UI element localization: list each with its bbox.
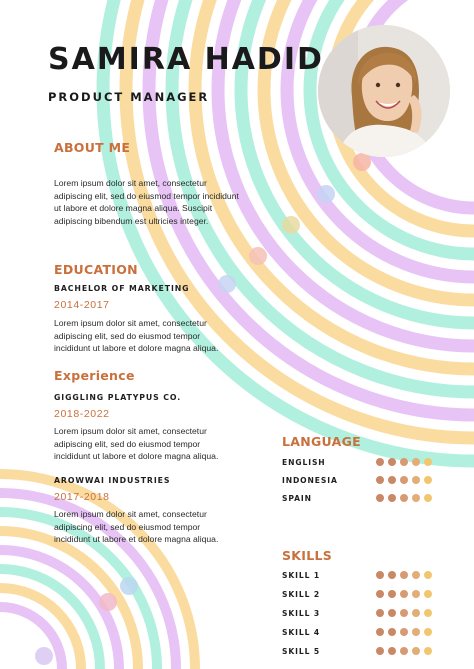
experience-heading: Experience <box>54 368 135 383</box>
skill-label-5: SKILL 5 <box>282 647 321 656</box>
experience-line: Lorem ipsum dolor sit amet, consectetur <box>54 509 207 519</box>
bubble-dot <box>99 593 117 611</box>
education-line: adipiscing elit, sed do eiusmod tempor <box>54 330 201 341</box>
experience-text-2 <box>54 508 274 546</box>
rating-dot <box>388 628 396 636</box>
rating-dot <box>376 571 384 579</box>
education-line: Lorem ipsum dolor sit amet, consectetur <box>54 318 207 328</box>
rating-dot <box>412 458 420 466</box>
rating-dot <box>400 590 408 598</box>
rating-dot <box>424 647 432 655</box>
education-line: incididunt ut labore et dolore magna aliqua. <box>54 343 219 354</box>
education-years: 2014-2017 <box>54 299 110 311</box>
about-line: adipiscing elit, sed do eiusmod tempor incididunt <box>54 190 239 201</box>
rating-dot <box>424 494 432 502</box>
experience-text-1 <box>54 425 274 463</box>
language-label-spain: SPAIN <box>282 494 312 503</box>
rating-dot <box>376 494 384 502</box>
rating-dot <box>376 647 384 655</box>
about-line: adipiscing bibendum est ultricies integer. <box>54 215 209 226</box>
bubble-dot <box>249 247 267 265</box>
rating-dot <box>388 571 396 579</box>
skill-rating-4 <box>376 628 432 636</box>
experience-company-1: GIGGLING PLATYPUS CO. <box>54 393 182 402</box>
language-label-english: ENGLISH <box>282 458 326 467</box>
bubble-dot <box>317 185 335 203</box>
rating-dot <box>388 590 396 598</box>
language-rating-english <box>376 458 432 466</box>
experience-line: adipiscing elit, sed do eiusmod tempor <box>54 521 201 532</box>
rating-dot <box>412 590 420 598</box>
rating-dot <box>388 458 396 466</box>
portrait-photo-icon <box>318 25 450 157</box>
rating-dot <box>424 590 432 598</box>
rating-dot <box>376 590 384 598</box>
skill-rating-2 <box>376 590 432 598</box>
language-heading: LANGUAGE <box>282 434 361 449</box>
rating-dot <box>424 609 432 617</box>
bubble-dot <box>120 577 138 595</box>
education-heading: EDUCATION <box>54 262 138 277</box>
about-line: ut labore et dolore magna aliqua. Suscipit <box>54 203 213 214</box>
arc-bands-bottom <box>0 474 195 669</box>
language-rating-spain <box>376 494 432 502</box>
rating-dot <box>400 571 408 579</box>
rating-dot <box>412 476 420 484</box>
rating-dot <box>424 458 432 466</box>
profile-photo <box>318 25 450 157</box>
rating-dot <box>424 476 432 484</box>
bubble-dot <box>218 275 236 293</box>
experience-company-2: AROWWAI INDUSTRIES <box>54 476 171 485</box>
rating-dot <box>400 647 408 655</box>
skill-label-2: SKILL 2 <box>282 590 321 599</box>
rating-dot <box>376 628 384 636</box>
person-name: SAMIRA HADID <box>48 42 324 77</box>
rating-dot <box>400 494 408 502</box>
rating-dot <box>388 609 396 617</box>
language-rating-indonesia <box>376 476 432 484</box>
experience-years-1: 2018-2022 <box>54 408 110 420</box>
rating-dot <box>400 476 408 484</box>
rating-dot <box>388 476 396 484</box>
education-text <box>54 317 274 355</box>
rating-dot <box>412 609 420 617</box>
rating-dot <box>388 494 396 502</box>
rating-dot <box>424 571 432 579</box>
skill-rating-1 <box>376 571 432 579</box>
rating-dot <box>400 458 408 466</box>
experience-line: incididunt ut labore et dolore magna aliqua. <box>54 534 219 545</box>
about-heading: ABOUT ME <box>54 140 131 155</box>
rating-dot <box>412 628 420 636</box>
rating-dot <box>376 458 384 466</box>
bubble-dot <box>35 647 53 665</box>
skill-rating-3 <box>376 609 432 617</box>
experience-years-2: 2017-2018 <box>54 491 110 503</box>
experience-line: adipiscing elit, sed do eiusmod tempor <box>54 438 201 449</box>
rating-dot <box>412 571 420 579</box>
skill-label-3: SKILL 3 <box>282 609 321 618</box>
rating-dot <box>400 609 408 617</box>
rating-dot <box>412 494 420 502</box>
bubble-dot <box>353 153 371 171</box>
skills-heading: SKILLS <box>282 548 333 563</box>
job-title: PRODUCT MANAGER <box>48 90 210 104</box>
rating-dot <box>388 647 396 655</box>
skill-rating-5 <box>376 647 432 655</box>
education-degree: BACHELOR OF MARKETING <box>54 284 190 293</box>
about-text <box>54 177 294 227</box>
language-label-indonesia: INDONESIA <box>282 476 338 485</box>
rating-dot <box>376 476 384 484</box>
rating-dot <box>376 609 384 617</box>
experience-line: incididunt ut labore et dolore magna aliqua. <box>54 451 219 462</box>
rating-dot <box>400 628 408 636</box>
rating-dot <box>412 647 420 655</box>
about-line: Lorem ipsum dolor sit amet, consectetur <box>54 178 207 188</box>
skill-label-1: SKILL 1 <box>282 571 321 580</box>
arc-band <box>0 607 62 669</box>
experience-line: Lorem ipsum dolor sit amet, consectetur <box>54 426 207 436</box>
rating-dot <box>424 628 432 636</box>
skill-label-4: SKILL 4 <box>282 628 321 637</box>
